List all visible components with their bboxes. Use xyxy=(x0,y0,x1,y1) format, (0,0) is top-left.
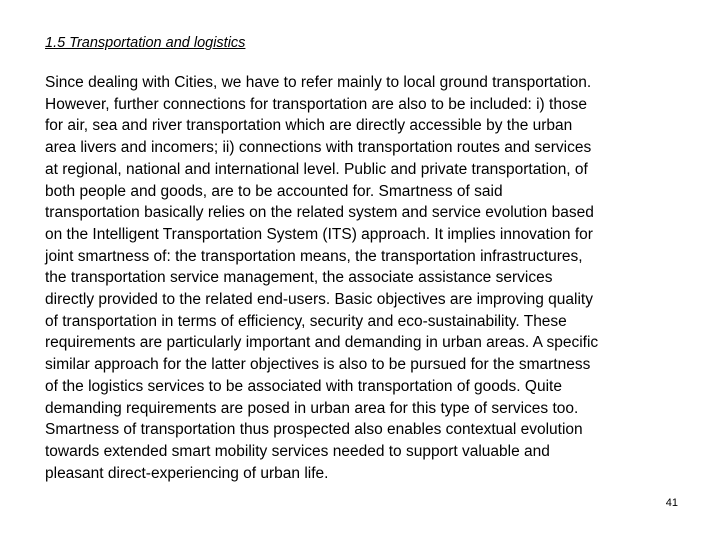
body-paragraph xyxy=(45,72,693,484)
paragraph-line: requirements are particularly important and demanding in urban areas. A specific xyxy=(45,334,599,352)
paragraph-line: both people and goods, are to be accounted for. Smartness of said xyxy=(45,182,503,200)
paragraph-line: for air, sea and river transportation which are directly accessible by the urban xyxy=(45,117,573,135)
paragraph-line: pleasant direct-experiencing of urban life. xyxy=(45,464,329,482)
paragraph-line: on the Intelligent Transportation System (ITS) approach. It implies innovation for xyxy=(45,225,593,243)
paragraph-line: Smartness of transportation thus prospected also enables contextual evolution xyxy=(45,421,583,439)
paragraph-line: joint smartness of: the transportation means, the transportation infrastructures, xyxy=(45,247,583,265)
paragraph-line: similar approach for the latter objectives is also to be pursued for the smartness xyxy=(45,356,591,374)
paragraph-line: Since dealing with Cities, we have to refer mainly to local ground transportation. xyxy=(45,74,592,91)
paragraph-line: towards extended smart mobility services needed to support valuable and xyxy=(45,442,550,460)
paragraph-line: of the logistics services to be associated with transportation of goods. Quite xyxy=(45,377,562,395)
page-number: 41 xyxy=(665,497,678,509)
paragraph-line: directly provided to the related end-users. Basic objectives are improving quality xyxy=(45,291,593,309)
paragraph-line: of transportation in terms of efficiency, security and eco-sustainability. These xyxy=(45,312,567,330)
paragraph-line: However, further connections for transportation are also to be included: i) those xyxy=(45,95,587,113)
paragraph-line: area livers and incomers; ii) connections with transportation routes and services xyxy=(45,139,592,157)
paragraph-line: the transportation service management, the associate assistance services xyxy=(45,269,553,287)
paragraph-line: transportation basically relies on the related system and service evolution based xyxy=(45,204,594,222)
paragraph-line: demanding requirements are posed in urban area for this type of services too. xyxy=(45,399,579,417)
paragraph-line: at regional, national and international level. Public and private transportation, of xyxy=(45,160,588,178)
section-heading: 1.5 Transportation and logistics xyxy=(45,35,246,51)
